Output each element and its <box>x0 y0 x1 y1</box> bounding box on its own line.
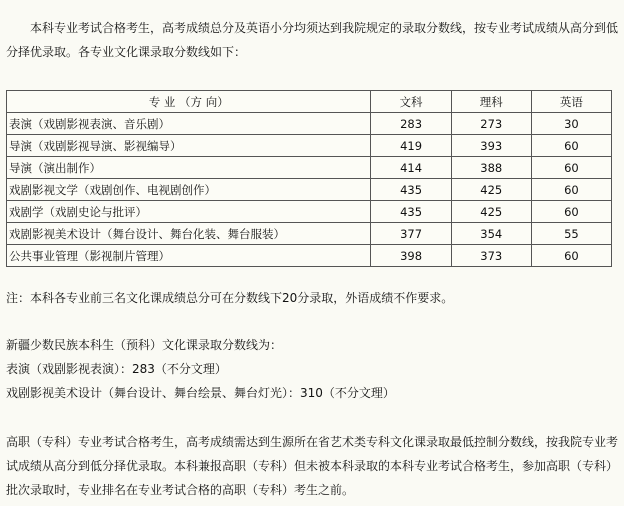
xinjiang-title: 新疆少数民族本科生（预科）文化课录取分数线为： <box>6 338 283 352</box>
table-row <box>7 201 612 223</box>
cell-like: 354 <box>451 223 531 245</box>
cell-wenke: 414 <box>371 157 451 179</box>
header-wenke: 文科 <box>371 91 451 113</box>
header-like: 理科 <box>451 91 531 113</box>
cell-like: 373 <box>451 245 531 267</box>
cell-major: 导演（戏剧影视导演、影视编导） <box>7 135 371 157</box>
intro-paragraph: 本科专业考试合格考生，高考成绩总分及英语小分均须达到我院规定的录取分数线，按专业考试成绩从高分到低分择优录取。各专业文化课录取分数线如下： <box>6 21 619 59</box>
cell-like: 425 <box>451 179 531 201</box>
cell-wenke: 419 <box>371 135 451 157</box>
cell-english: 30 <box>531 113 611 135</box>
cell-wenke: 435 <box>371 201 451 223</box>
table-row <box>7 157 612 179</box>
cell-like: 273 <box>451 113 531 135</box>
cell-major: 导演（演出制作） <box>7 157 371 179</box>
cell-major: 表演（戏剧影视表演、音乐剧） <box>7 113 371 135</box>
header-major: 专 业 （方 向） <box>7 91 371 113</box>
table-row <box>7 135 612 157</box>
table-row <box>7 245 612 267</box>
cell-major: 戏剧影视文学（戏剧创作、电视剧创作） <box>7 179 371 201</box>
cell-wenke: 377 <box>371 223 451 245</box>
cell-major: 戏剧学（戏剧史论与批评） <box>7 201 371 223</box>
cell-english: 60 <box>531 179 611 201</box>
table-header-row <box>7 91 612 113</box>
cell-major: 公共事业管理（影视制片管理） <box>7 245 371 267</box>
cell-major: 戏剧影视美术设计（舞台设计、舞台化装、舞台服装） <box>7 223 371 245</box>
cell-english: 60 <box>531 201 611 223</box>
cell-like: 388 <box>451 157 531 179</box>
cell-wenke: 435 <box>371 179 451 201</box>
cell-like: 393 <box>451 135 531 157</box>
gaozhi-paragraph: 高职（专科）专业考试合格考生，高考成绩需达到生源所在省艺术类专科文化课录取最低控制分数线，按我院专业考试成绩从高分到低分择优录取。本科兼报高职（专科）但未被本科录取的本科专业考试合格考生，参加高职（专科）批次录取时，专业排名在专业考试合格的高职（专科）考生之前。 <box>6 435 619 497</box>
score-table <box>6 90 612 267</box>
cell-english: 60 <box>531 135 611 157</box>
xinjiang-line-1: 表演（戏剧影视表演）：283（不分文理） <box>6 362 227 376</box>
header-english: 英语 <box>531 91 611 113</box>
xinjiang-line-2: 戏剧影视美术设计（舞台设计、舞台绘景、舞台灯光）：310（不分文理） <box>6 386 395 400</box>
table-row <box>7 179 612 201</box>
table-row <box>7 113 612 135</box>
cell-english: 60 <box>531 245 611 267</box>
note-text: 注：本科各专业前三名文化课成绩总分可在分数线下20分录取，外语成绩不作要求。 <box>6 291 454 305</box>
cell-wenke: 398 <box>371 245 451 267</box>
cell-like: 425 <box>451 201 531 223</box>
cell-english: 55 <box>531 223 611 245</box>
cell-wenke: 283 <box>371 113 451 135</box>
cell-english: 60 <box>531 157 611 179</box>
table-row <box>7 223 612 245</box>
